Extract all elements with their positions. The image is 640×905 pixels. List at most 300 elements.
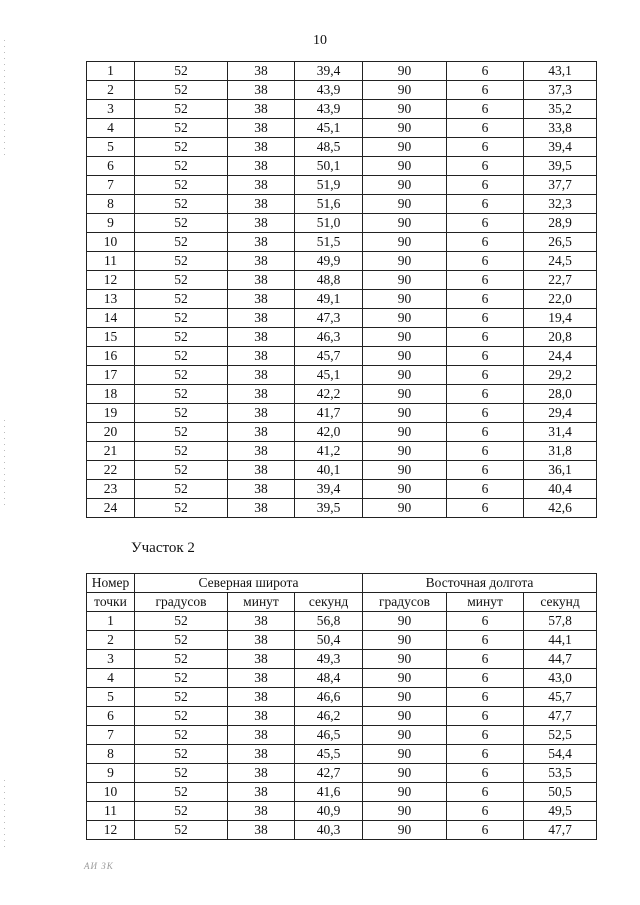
table-cell: 6 bbox=[447, 669, 524, 688]
table-cell: 6 bbox=[447, 499, 524, 518]
table-cell: 20 bbox=[87, 423, 135, 442]
table-cell: 38 bbox=[228, 631, 295, 650]
table-cell: 33,8 bbox=[524, 119, 597, 138]
table-cell: 45,1 bbox=[295, 119, 363, 138]
table-cell: 52 bbox=[135, 650, 228, 669]
table-cell: 42,6 bbox=[524, 499, 597, 518]
subheader-lat-degrees: градусов bbox=[135, 593, 228, 612]
table-cell: 42,0 bbox=[295, 423, 363, 442]
table-cell: 5 bbox=[87, 138, 135, 157]
table-cell: 90 bbox=[363, 650, 447, 669]
table-cell: 52 bbox=[135, 176, 228, 195]
table-cell: 52 bbox=[135, 138, 228, 157]
table-cell: 90 bbox=[363, 442, 447, 461]
table-cell: 44,1 bbox=[524, 631, 597, 650]
table-cell: 50,1 bbox=[295, 157, 363, 176]
table-cell: 6 bbox=[87, 157, 135, 176]
table-cell: 6 bbox=[447, 745, 524, 764]
table-cell: 43,9 bbox=[295, 81, 363, 100]
table-cell: 22,7 bbox=[524, 271, 597, 290]
table-cell: 42,2 bbox=[295, 385, 363, 404]
table-cell: 9 bbox=[87, 764, 135, 783]
table-cell: 6 bbox=[447, 214, 524, 233]
table-cell: 52 bbox=[135, 366, 228, 385]
coordinates-table-1-body bbox=[87, 62, 597, 518]
table-row bbox=[87, 404, 597, 423]
table-row bbox=[87, 385, 597, 404]
table-cell: 38 bbox=[228, 385, 295, 404]
table-cell: 90 bbox=[363, 176, 447, 195]
table-cell: 39,4 bbox=[524, 138, 597, 157]
table-cell: 52 bbox=[135, 499, 228, 518]
table-cell: 52 bbox=[135, 195, 228, 214]
table-row bbox=[87, 480, 597, 499]
table-cell: 26,5 bbox=[524, 233, 597, 252]
table-cell: 6 bbox=[447, 119, 524, 138]
table-cell: 52 bbox=[135, 385, 228, 404]
table-cell: 38 bbox=[228, 366, 295, 385]
table-cell: 48,4 bbox=[295, 669, 363, 688]
table-row bbox=[87, 442, 597, 461]
table-cell: 6 bbox=[447, 233, 524, 252]
table-cell: 90 bbox=[363, 423, 447, 442]
table-cell: 52 bbox=[135, 461, 228, 480]
table-cell: 52 bbox=[135, 404, 228, 423]
table-cell: 90 bbox=[363, 612, 447, 631]
table-cell: 38 bbox=[228, 726, 295, 745]
table-cell: 6 bbox=[447, 650, 524, 669]
table-cell: 38 bbox=[228, 669, 295, 688]
table-cell: 8 bbox=[87, 195, 135, 214]
section-title: Участок 2 bbox=[131, 540, 195, 556]
table-cell: 29,4 bbox=[524, 404, 597, 423]
table-cell: 40,3 bbox=[295, 821, 363, 840]
table-cell: 38 bbox=[228, 328, 295, 347]
table-cell: 6 bbox=[447, 783, 524, 802]
table-cell: 38 bbox=[228, 821, 295, 840]
table-cell: 44,7 bbox=[524, 650, 597, 669]
table-cell: 52 bbox=[135, 119, 228, 138]
table-cell: 37,3 bbox=[524, 81, 597, 100]
table-row bbox=[87, 290, 597, 309]
table-cell: 52 bbox=[135, 271, 228, 290]
table-cell: 46,2 bbox=[295, 707, 363, 726]
table-row bbox=[87, 745, 597, 764]
table-cell: 52 bbox=[135, 233, 228, 252]
table-cell: 52 bbox=[135, 214, 228, 233]
table-cell: 38 bbox=[228, 100, 295, 119]
table-row bbox=[87, 366, 597, 385]
table-cell: 3 bbox=[87, 650, 135, 669]
table-cell: 38 bbox=[228, 195, 295, 214]
table-cell: 49,9 bbox=[295, 252, 363, 271]
table-row bbox=[87, 707, 597, 726]
table-cell: 90 bbox=[363, 138, 447, 157]
table-cell: 52 bbox=[135, 707, 228, 726]
table-cell: 90 bbox=[363, 309, 447, 328]
table-cell: 51,9 bbox=[295, 176, 363, 195]
table-cell: 28,0 bbox=[524, 385, 597, 404]
table-cell: 6 bbox=[447, 480, 524, 499]
table-cell: 90 bbox=[363, 366, 447, 385]
subheader-lon-minutes: минут bbox=[447, 593, 524, 612]
table-cell: 8 bbox=[87, 745, 135, 764]
table-cell: 32,3 bbox=[524, 195, 597, 214]
table-cell: 38 bbox=[228, 461, 295, 480]
table-cell: 49,1 bbox=[295, 290, 363, 309]
table-cell: 90 bbox=[363, 707, 447, 726]
table-cell: 24,5 bbox=[524, 252, 597, 271]
table-cell: 38 bbox=[228, 347, 295, 366]
table-cell: 90 bbox=[363, 233, 447, 252]
table-cell: 49,5 bbox=[524, 802, 597, 821]
table-cell: 90 bbox=[363, 271, 447, 290]
table-cell: 20,8 bbox=[524, 328, 597, 347]
table-cell: 6 bbox=[447, 100, 524, 119]
table-row bbox=[87, 821, 597, 840]
table-cell: 39,4 bbox=[295, 480, 363, 499]
table-cell: 38 bbox=[228, 650, 295, 669]
table-cell: 52 bbox=[135, 745, 228, 764]
table-cell: 35,2 bbox=[524, 100, 597, 119]
table-cell: 45,5 bbox=[295, 745, 363, 764]
table-cell: 38 bbox=[228, 176, 295, 195]
table-cell: 18 bbox=[87, 385, 135, 404]
table-cell: 52 bbox=[135, 423, 228, 442]
table-cell: 38 bbox=[228, 612, 295, 631]
table-cell: 43,0 bbox=[524, 669, 597, 688]
table-row bbox=[87, 688, 597, 707]
table-cell: 38 bbox=[228, 252, 295, 271]
table-cell: 90 bbox=[363, 195, 447, 214]
table-cell: 42,7 bbox=[295, 764, 363, 783]
table-cell: 31,8 bbox=[524, 442, 597, 461]
table-cell: 6 bbox=[447, 157, 524, 176]
table-cell: 6 bbox=[447, 631, 524, 650]
table-row bbox=[87, 461, 597, 480]
table-row bbox=[87, 612, 597, 631]
table-cell: 38 bbox=[228, 81, 295, 100]
table-cell: 37,7 bbox=[524, 176, 597, 195]
table-cell: 38 bbox=[228, 271, 295, 290]
table-cell: 2 bbox=[87, 631, 135, 650]
table-cell: 6 bbox=[447, 688, 524, 707]
table-cell: 52 bbox=[135, 157, 228, 176]
table-cell: 6 bbox=[447, 612, 524, 631]
subheader-lon-seconds: секунд bbox=[524, 593, 597, 612]
coordinates-table-2-body bbox=[87, 612, 597, 840]
table-cell: 6 bbox=[447, 802, 524, 821]
table-cell: 19,4 bbox=[524, 309, 597, 328]
table-cell: 52 bbox=[135, 783, 228, 802]
table-cell: 29,2 bbox=[524, 366, 597, 385]
table-cell: 6 bbox=[447, 821, 524, 840]
table-cell: 6 bbox=[447, 252, 524, 271]
table-cell: 52 bbox=[135, 480, 228, 499]
table-cell: 5 bbox=[87, 688, 135, 707]
table-cell: 38 bbox=[228, 745, 295, 764]
table-cell: 6 bbox=[447, 309, 524, 328]
table-cell: 6 bbox=[447, 195, 524, 214]
table-row bbox=[87, 233, 597, 252]
table-cell: 90 bbox=[363, 81, 447, 100]
table-cell: 3 bbox=[87, 100, 135, 119]
table-cell: 90 bbox=[363, 290, 447, 309]
table-row bbox=[87, 100, 597, 119]
table-row bbox=[87, 62, 597, 81]
subheader-lat-seconds: секунд bbox=[295, 593, 363, 612]
table-row bbox=[87, 157, 597, 176]
table-cell: 90 bbox=[363, 385, 447, 404]
table-cell: 40,1 bbox=[295, 461, 363, 480]
header-east-longitude: Восточная долгота bbox=[363, 574, 597, 593]
table-cell: 24 bbox=[87, 499, 135, 518]
scan-edge-marks bbox=[4, 40, 5, 160]
table-cell: 6 bbox=[447, 726, 524, 745]
table-row bbox=[87, 631, 597, 650]
table-cell: 6 bbox=[447, 764, 524, 783]
table-cell: 38 bbox=[228, 707, 295, 726]
table-cell: 36,1 bbox=[524, 461, 597, 480]
table-cell: 51,5 bbox=[295, 233, 363, 252]
table-cell: 38 bbox=[228, 499, 295, 518]
table-row bbox=[87, 214, 597, 233]
table-cell: 47,7 bbox=[524, 707, 597, 726]
table-cell: 1 bbox=[87, 62, 135, 81]
table-cell: 90 bbox=[363, 631, 447, 650]
table-cell: 52 bbox=[135, 802, 228, 821]
table-cell: 38 bbox=[228, 157, 295, 176]
table-cell: 7 bbox=[87, 726, 135, 745]
table-cell: 52 bbox=[135, 726, 228, 745]
table-cell: 2 bbox=[87, 81, 135, 100]
subheader-lat-minutes: минут bbox=[228, 593, 295, 612]
table-cell: 38 bbox=[228, 309, 295, 328]
table-cell: 6 bbox=[447, 366, 524, 385]
table-cell: 38 bbox=[228, 119, 295, 138]
table-cell: 47,3 bbox=[295, 309, 363, 328]
table-cell: 6 bbox=[447, 404, 524, 423]
table-cell: 38 bbox=[228, 480, 295, 499]
table-cell: 38 bbox=[228, 802, 295, 821]
table-cell: 53,5 bbox=[524, 764, 597, 783]
table-row bbox=[87, 764, 597, 783]
table-cell: 90 bbox=[363, 745, 447, 764]
table-cell: 38 bbox=[228, 423, 295, 442]
header-point-number-line1: Номер bbox=[87, 574, 135, 593]
scan-edge-marks bbox=[4, 780, 5, 850]
table-cell: 43,1 bbox=[524, 62, 597, 81]
table-cell: 90 bbox=[363, 328, 447, 347]
table-row bbox=[87, 669, 597, 688]
table-cell: 50,5 bbox=[524, 783, 597, 802]
table-cell: 48,5 bbox=[295, 138, 363, 157]
table-row bbox=[87, 176, 597, 195]
table-cell: 40,4 bbox=[524, 480, 597, 499]
table-cell: 38 bbox=[228, 404, 295, 423]
coordinates-table-2 bbox=[86, 573, 597, 840]
scan-stamp-mark: АИ ЗК bbox=[84, 861, 114, 871]
table-cell: 52 bbox=[135, 347, 228, 366]
table-cell: 90 bbox=[363, 821, 447, 840]
table-row bbox=[87, 347, 597, 366]
table-cell: 6 bbox=[447, 347, 524, 366]
table-cell: 51,0 bbox=[295, 214, 363, 233]
table-cell: 41,7 bbox=[295, 404, 363, 423]
table-cell: 90 bbox=[363, 783, 447, 802]
table-cell: 38 bbox=[228, 783, 295, 802]
table-cell: 11 bbox=[87, 252, 135, 271]
table-cell: 90 bbox=[363, 669, 447, 688]
table-cell: 52 bbox=[135, 612, 228, 631]
table-cell: 21 bbox=[87, 442, 135, 461]
table-cell: 90 bbox=[363, 119, 447, 138]
table-cell: 11 bbox=[87, 802, 135, 821]
table-row bbox=[87, 423, 597, 442]
table-cell: 52 bbox=[135, 688, 228, 707]
table-row bbox=[87, 309, 597, 328]
table-cell: 90 bbox=[363, 214, 447, 233]
table-cell: 54,4 bbox=[524, 745, 597, 764]
table-cell: 15 bbox=[87, 328, 135, 347]
table-subheader-row bbox=[87, 593, 597, 612]
table-cell: 22 bbox=[87, 461, 135, 480]
table-cell: 10 bbox=[87, 783, 135, 802]
table-row bbox=[87, 650, 597, 669]
table-row bbox=[87, 802, 597, 821]
table-cell: 4 bbox=[87, 669, 135, 688]
header-north-latitude: Северная широта bbox=[135, 574, 363, 593]
table-cell: 24,4 bbox=[524, 347, 597, 366]
table-cell: 52 bbox=[135, 764, 228, 783]
table-cell: 38 bbox=[228, 688, 295, 707]
header-point-number-line2: точки bbox=[87, 593, 135, 612]
table-row bbox=[87, 783, 597, 802]
table-cell: 39,5 bbox=[295, 499, 363, 518]
table-cell: 48,8 bbox=[295, 271, 363, 290]
table-cell: 6 bbox=[447, 271, 524, 290]
table-cell: 38 bbox=[228, 442, 295, 461]
table-cell: 52 bbox=[135, 252, 228, 271]
table-row bbox=[87, 252, 597, 271]
table-cell: 52 bbox=[135, 669, 228, 688]
scan-edge-marks bbox=[4, 420, 5, 510]
table-cell: 6 bbox=[447, 290, 524, 309]
table-cell: 6 bbox=[447, 461, 524, 480]
table-cell: 39,5 bbox=[524, 157, 597, 176]
table-cell: 6 bbox=[447, 81, 524, 100]
table-cell: 56,8 bbox=[295, 612, 363, 631]
table-cell: 6 bbox=[447, 442, 524, 461]
table-cell: 40,9 bbox=[295, 802, 363, 821]
table-cell: 17 bbox=[87, 366, 135, 385]
table-cell: 90 bbox=[363, 764, 447, 783]
table-cell: 46,5 bbox=[295, 726, 363, 745]
table-cell: 7 bbox=[87, 176, 135, 195]
table-cell: 90 bbox=[363, 461, 447, 480]
table-cell: 41,6 bbox=[295, 783, 363, 802]
table-cell: 38 bbox=[228, 138, 295, 157]
table-cell: 38 bbox=[228, 290, 295, 309]
table-cell: 16 bbox=[87, 347, 135, 366]
table-cell: 45,1 bbox=[295, 366, 363, 385]
table-cell: 6 bbox=[447, 707, 524, 726]
table-cell: 6 bbox=[447, 328, 524, 347]
table-cell: 10 bbox=[87, 233, 135, 252]
table-cell: 90 bbox=[363, 347, 447, 366]
table-cell: 39,4 bbox=[295, 62, 363, 81]
table-row bbox=[87, 119, 597, 138]
table-cell: 52 bbox=[135, 81, 228, 100]
table-cell: 6 bbox=[447, 385, 524, 404]
table-cell: 23 bbox=[87, 480, 135, 499]
table-cell: 19 bbox=[87, 404, 135, 423]
table-header-row bbox=[87, 574, 597, 593]
table-cell: 4 bbox=[87, 119, 135, 138]
table-cell: 47,7 bbox=[524, 821, 597, 840]
table-cell: 90 bbox=[363, 802, 447, 821]
table-row bbox=[87, 726, 597, 745]
table-cell: 52 bbox=[135, 821, 228, 840]
table-cell: 28,9 bbox=[524, 214, 597, 233]
table-cell: 52 bbox=[135, 309, 228, 328]
table-cell: 1 bbox=[87, 612, 135, 631]
table-cell: 90 bbox=[363, 499, 447, 518]
table-row bbox=[87, 195, 597, 214]
table-cell: 6 bbox=[447, 138, 524, 157]
table-cell: 22,0 bbox=[524, 290, 597, 309]
table-cell: 90 bbox=[363, 480, 447, 499]
table-cell: 46,6 bbox=[295, 688, 363, 707]
table-cell: 38 bbox=[228, 214, 295, 233]
table-row bbox=[87, 271, 597, 290]
table-row bbox=[87, 81, 597, 100]
table-cell: 90 bbox=[363, 62, 447, 81]
table-row bbox=[87, 328, 597, 347]
table-cell: 31,4 bbox=[524, 423, 597, 442]
table-cell: 90 bbox=[363, 252, 447, 271]
table-cell: 90 bbox=[363, 688, 447, 707]
table-row bbox=[87, 499, 597, 518]
table-cell: 6 bbox=[447, 176, 524, 195]
table-cell: 13 bbox=[87, 290, 135, 309]
table-cell: 52 bbox=[135, 442, 228, 461]
table-cell: 9 bbox=[87, 214, 135, 233]
table-cell: 43,9 bbox=[295, 100, 363, 119]
table-cell: 52 bbox=[135, 631, 228, 650]
table-cell: 52 bbox=[135, 290, 228, 309]
table-cell: 50,4 bbox=[295, 631, 363, 650]
table-cell: 12 bbox=[87, 271, 135, 290]
table-cell: 49,3 bbox=[295, 650, 363, 669]
subheader-lon-degrees: градусов bbox=[363, 593, 447, 612]
table-cell: 46,3 bbox=[295, 328, 363, 347]
table-cell: 90 bbox=[363, 404, 447, 423]
table-cell: 12 bbox=[87, 821, 135, 840]
table-cell: 45,7 bbox=[295, 347, 363, 366]
table-cell: 41,2 bbox=[295, 442, 363, 461]
table-cell: 6 bbox=[87, 707, 135, 726]
table-cell: 38 bbox=[228, 764, 295, 783]
table-cell: 6 bbox=[447, 423, 524, 442]
table-cell: 52 bbox=[135, 328, 228, 347]
table-cell: 45,7 bbox=[524, 688, 597, 707]
table-cell: 90 bbox=[363, 726, 447, 745]
table-cell: 52 bbox=[135, 62, 228, 81]
table-cell: 52,5 bbox=[524, 726, 597, 745]
table-cell: 14 bbox=[87, 309, 135, 328]
table-cell: 6 bbox=[447, 62, 524, 81]
